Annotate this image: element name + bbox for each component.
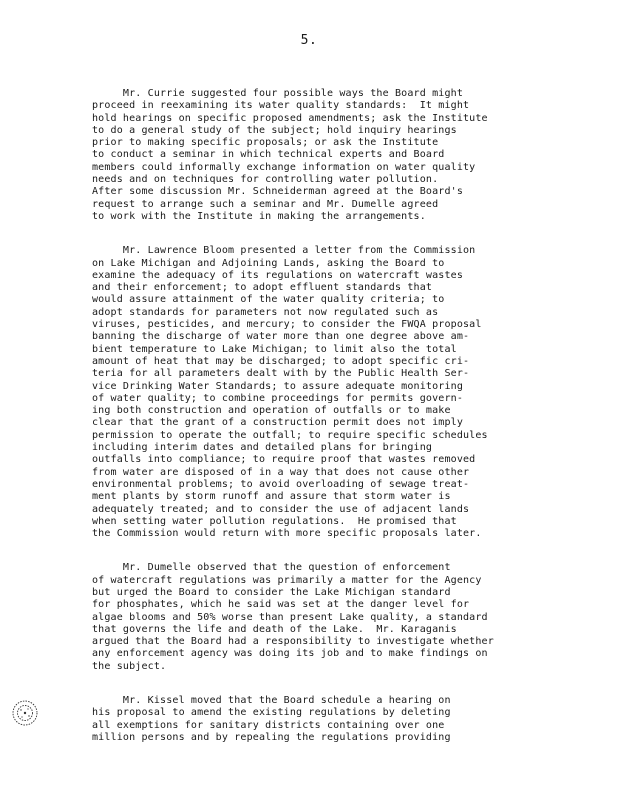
paragraph-commission-letter (92, 245, 540, 540)
text-line: clear that the grant of a construction permit does not imply (92, 417, 464, 429)
paragraph-enforcement (92, 562, 540, 673)
text-line: request to arrange such a seminar and Mr. Dumelle agreed (92, 198, 439, 210)
text-line: million persons and by repealing the regulations providing (92, 731, 451, 743)
text-line: for phosphates, which he said was set at the danger level for (92, 599, 470, 611)
text-line: Mr. Lawrence Bloom presented a letter from the Commission (92, 245, 476, 257)
text-line: viruses, pesticides, and mercury; to consider the FWQA proposal (92, 319, 482, 331)
seal-stamp-icon (10, 698, 40, 728)
text-line: when setting water pollution regulations. He promised that (92, 515, 457, 527)
text-line: of water quality; to combine proceedings for permits govern- (92, 392, 464, 404)
text-line: including interim dates and detailed plans for bringing (92, 442, 433, 454)
text-line: bient temperature to Lake Michigan; to limit also the total (92, 343, 457, 355)
paragraph-institute-seminar (92, 88, 540, 223)
text-line: vice Drinking Water Standards; to assure adequate monitoring (92, 380, 464, 392)
text-line: and their enforcement; to adopt effluent standards that (92, 282, 433, 294)
text-line: Mr. Kissel moved that the Board schedule a hearing on (92, 695, 451, 707)
text-line: to work with the Institute in making the arrangements. (92, 210, 426, 222)
text-line: permission to operate the outfall; to require specific schedules (92, 429, 488, 441)
text-line: ing both construction and operation of outfalls or to make (92, 405, 451, 417)
text-line: hold hearings on specific proposed amendments; ask the Institute (92, 112, 488, 124)
text-line: environmental problems; to avoid overloading of sewage treat- (92, 478, 470, 490)
text-line: members could informally exchange information on water quality (92, 161, 476, 173)
text-line: adopt standards for parameters not now regulated such as (92, 306, 439, 318)
text-line: After some discussion Mr. Schneiderman agreed at the Board's (92, 186, 464, 198)
text-line: his proposal to amend the existing regulations by deleting (92, 707, 451, 719)
text-line: but urged the Board to consider the Lake Michigan standard (92, 586, 451, 598)
text-line: Mr. Dumelle observed that the question of enforcement (92, 562, 451, 574)
text-line: teria for all parameters dealt with by the Public Health Ser- (92, 368, 470, 380)
text-line: to conduct a seminar in which technical experts and Board (92, 149, 445, 161)
text-line: adequately treated; and to consider the use of adjacent lands (92, 503, 470, 515)
text-line: would assure attainment of the water quality criteria; to (92, 294, 445, 306)
text-line: banning the discharge of water more than one degree above am- (92, 331, 470, 343)
text-line: from water are disposed of in a way that does not cause other (92, 466, 470, 478)
text-line: amount of heat that may be discharged; to adopt specific cri- (92, 355, 470, 367)
text-line: examine the adequacy of its regulations on watercraft wastes (92, 269, 464, 281)
text-line: all exemptions for sanitary districts containing over one (92, 719, 445, 731)
text-line: that governs the life and death of the Lake. Mr. Karaganis (92, 623, 457, 635)
text-line: ment plants by storm runoff and assure that storm water is (92, 491, 451, 503)
text-line: proceed in reexamining its water quality standards: It might (92, 100, 470, 112)
text-line: prior to making specific proposals; or ask the Institute (92, 137, 439, 149)
text-line: to do a general study of the subject; hold inquiry hearings (92, 124, 457, 136)
text-line: of watercraft regulations was primarily a matter for the Agency (92, 574, 482, 586)
text-line: on Lake Michigan and Adjoining Lands, asking the Board to (92, 257, 445, 269)
text-line: argued that the Board had a responsibility to investigate whether (92, 636, 494, 648)
text-line: needs and on techniques for controlling water pollution. (92, 174, 439, 186)
document-body (92, 88, 540, 766)
text-line: algae blooms and 50% worse than present Lake quality, a standard (92, 611, 488, 623)
text-line: outfalls into compliance; to require proof that wastes removed (92, 454, 476, 466)
text-line: the subject. (92, 660, 167, 672)
text-line: any enforcement agency was doing its job and to make findings on (92, 648, 488, 660)
text-line: Mr. Currie suggested four possible ways the Board might (92, 88, 464, 99)
page-number: 5. (300, 33, 318, 48)
paragraph-kissel-motion (92, 695, 540, 744)
text-line: the Commission would return with more specific proposals later. (92, 528, 482, 540)
